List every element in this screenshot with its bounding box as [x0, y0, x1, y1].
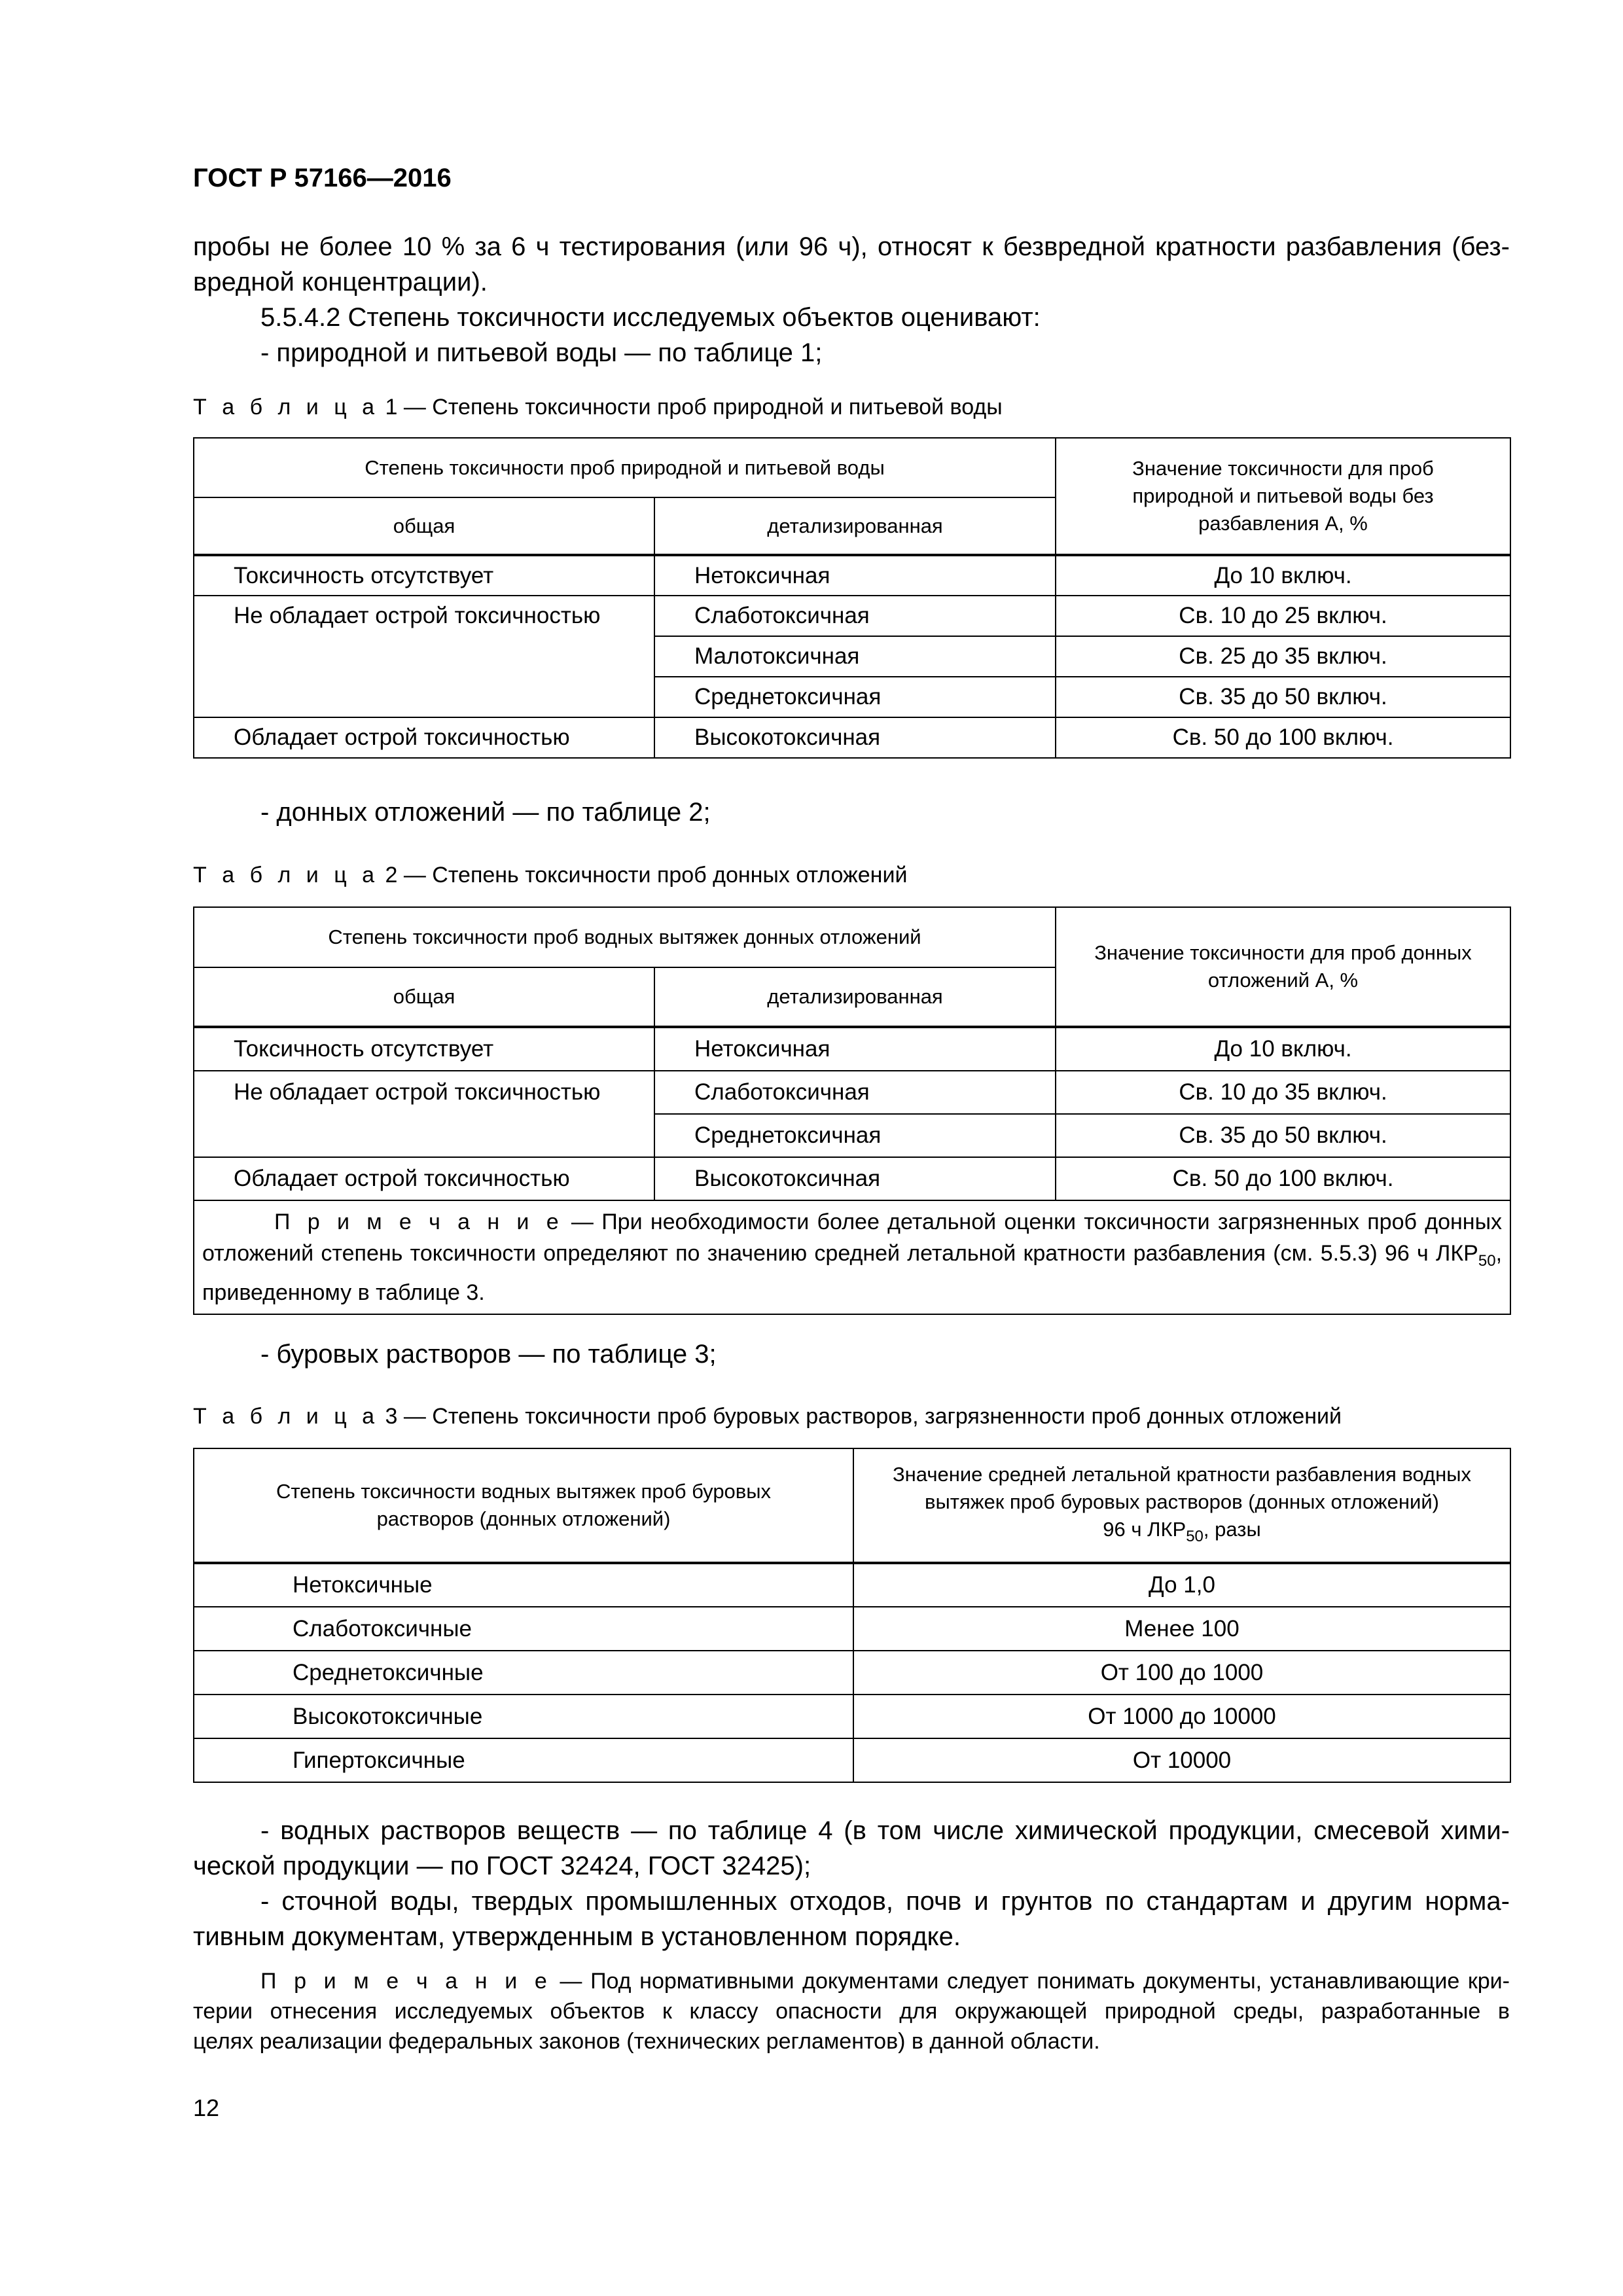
table-cell: Слаботоксичные	[194, 1607, 853, 1651]
table-cell: Обладает острой токсичностью	[194, 1157, 654, 1200]
table-cell: Среднетоксичные	[194, 1651, 853, 1695]
table-cell: Не обладает острой токсичностью	[194, 1071, 654, 1157]
section-5-5-4-2: 5.5.4.2 Степень токсичности исследуемых объектов оценивают:	[260, 303, 1041, 332]
table2	[193, 906, 1511, 1315]
table-cell: Не обладает острой токсичностью	[194, 596, 654, 717]
item-natural-water: - природной и питьевой воды — по таблице 1;	[260, 338, 823, 367]
table-cell: Св. 35 до 50 включ.	[1056, 1114, 1510, 1157]
table-cell: От 100 до 1000	[853, 1651, 1510, 1695]
table3	[193, 1448, 1511, 1783]
table1-caption: Т а б л и ц а 1 — Степень токсичности проб природной и питьевой воды	[193, 395, 1003, 420]
table-cell: Слаботоксичная	[654, 596, 1056, 636]
table1	[193, 437, 1511, 759]
table-cell: Менее 100	[853, 1607, 1510, 1651]
table-cell: До 1,0	[853, 1563, 1510, 1607]
final-note-line-2: терии отнесения исследуемых объектов к классу опасности для окружающей природной среды, разработанные в	[193, 1999, 1510, 2024]
table-cell: Токсичность отсутствует	[194, 555, 654, 596]
table-cell: Св. 50 до 100 включ.	[1056, 717, 1510, 758]
final-note-line-3: целях реализации федеральных законов (технических регламентов) в данной области.	[193, 2029, 1100, 2054]
table-cell: От 10000	[853, 1738, 1510, 1782]
table-cell: Среднетоксичная	[654, 1114, 1056, 1157]
page-number: 12	[193, 2094, 220, 2121]
table2-header-general: общая	[194, 967, 654, 1027]
table-cell: Св. 50 до 100 включ.	[1056, 1157, 1510, 1200]
table-cell: Гипертоксичные	[194, 1738, 853, 1782]
table-cell: До 10 включ.	[1056, 1027, 1510, 1071]
item-drilling-fluids: - буровых растворов — по таблице 3;	[260, 1340, 717, 1369]
table-cell: Малотоксичная	[654, 636, 1056, 677]
table2-header-group: Степень токсичности проб водных вытяжек донных отложений	[194, 907, 1056, 967]
table-cell: Нетоксичная	[654, 1027, 1056, 1071]
table2-header-value: Значение токсичности для проб донных отложений А, %	[1056, 907, 1510, 1027]
final-note-line-1: П р и м е ч а н и е — Под нормативными документами следует понимать документы, устанавливающие кри-	[260, 1969, 1510, 1994]
table-cell: Нетоксичные	[194, 1563, 853, 1607]
table-cell: Высокотоксичная	[654, 717, 1056, 758]
table-cell: Среднетоксичная	[654, 677, 1056, 717]
table1-header-value: Значение токсичности для проб природной и питьевой воды без разбавления А, %	[1056, 438, 1510, 555]
table2-note: П р и м е ч а н и е — При необходимости более детальной оценки токсичности загрязненных проб донных отложений степень токсичности определяют по значению средней летальной кратности разбавления (см. 5.5.3) 96 ч $ЛКР_{50}$, приведенному в таблице 3.	[194, 1200, 1510, 1314]
table-cell: От 1000 до 10000	[853, 1695, 1510, 1738]
table2-header-detailed: детализированная	[654, 967, 1056, 1027]
table-cell: Обладает острой токсичностью	[194, 717, 654, 758]
table-cell: Высокотоксичные	[194, 1695, 853, 1738]
item-aqueous-solutions-line-2: ческой продукции — по ГОСТ 32424, ГОСТ 32425);	[193, 1852, 812, 1880]
table-cell: Св. 10 до 35 включ.	[1056, 1071, 1510, 1114]
table1-header-detailed: детализированная	[654, 497, 1056, 555]
table-cell: Св. 10 до 25 включ.	[1056, 596, 1510, 636]
item-sediments: - донных отложений — по таблице 2;	[260, 798, 711, 827]
table-cell: Высокотоксичная	[654, 1157, 1056, 1200]
table3-header-left: Степень токсичности водных вытяжек проб буровых растворов (донных отложений)	[194, 1448, 853, 1563]
table-cell: Св. 25 до 35 включ.	[1056, 636, 1510, 677]
intro-line-1: пробы не более 10 % за 6 ч тестирования (или 96 ч), относят к безвредной кратности разбавления (без-	[193, 232, 1510, 261]
document-header: ГОСТ Р 57166—2016	[193, 164, 452, 192]
table1-header-group: Степень токсичности проб природной и питьевой воды	[194, 438, 1056, 497]
table3-header-right: Значение средней летальной кратности разбавления водных вытяжек проб буровых растворов (донных отложений) 96 ч $ЛКР_{50}$, разы	[853, 1448, 1510, 1563]
table-cell: Св. 35 до 50 включ.	[1056, 677, 1510, 717]
item-wastewater-line-1: - сточной воды, твердых промышленных отходов, почв и грунтов по стандартам и другим норма-	[260, 1887, 1510, 1916]
table-cell: До 10 включ.	[1056, 555, 1510, 596]
table3-caption: Т а б л и ц а 3 — Степень токсичности проб буровых растворов, загрязненности проб донных отложений	[193, 1404, 1342, 1429]
intro-line-2: вредной концентрации).	[193, 268, 488, 296]
table1-header-general: общая	[194, 497, 654, 555]
item-aqueous-solutions-line-1: - водных растворов веществ — по таблице 4 (в том числе химической продукции, смесевой хими-	[260, 1816, 1510, 1845]
table2-caption: Т а б л и ц а 2 — Степень токсичности проб донных отложений	[193, 863, 908, 888]
table-cell: Токсичность отсутствует	[194, 1027, 654, 1071]
item-wastewater-line-2: тивным документам, утвержденным в установленном порядке.	[193, 1922, 961, 1951]
table-cell: Нетоксичная	[654, 555, 1056, 596]
table-cell: Слаботоксичная	[654, 1071, 1056, 1114]
